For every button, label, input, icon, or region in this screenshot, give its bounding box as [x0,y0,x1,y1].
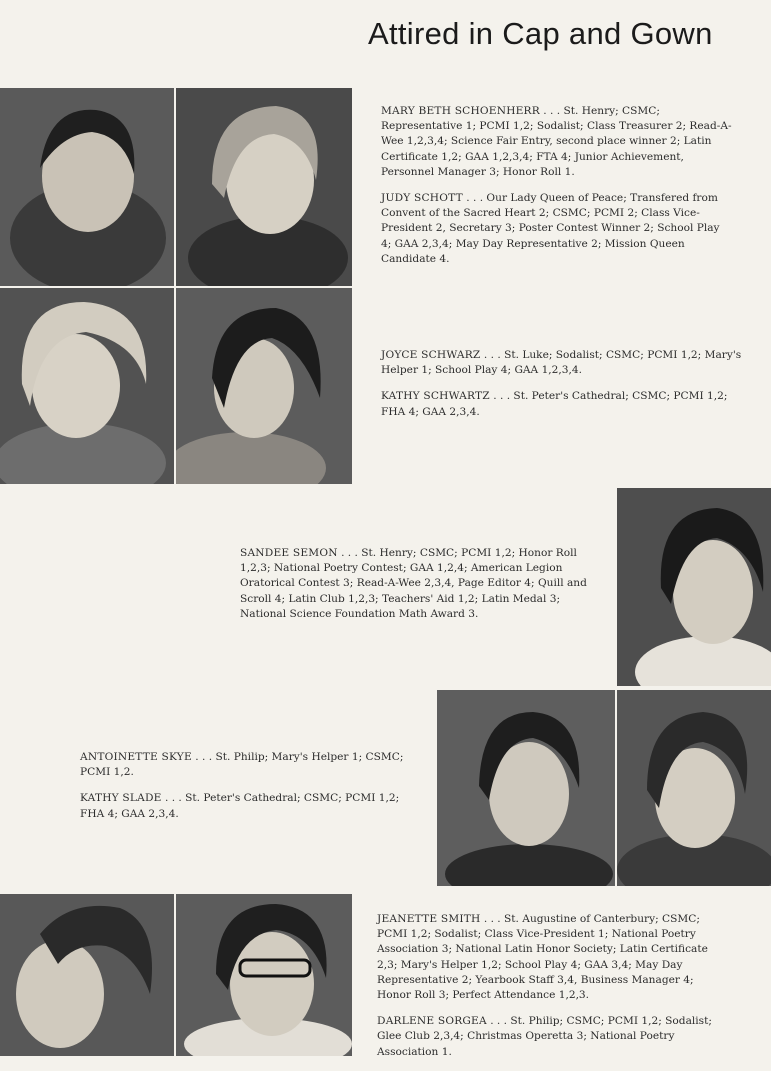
photo-semon [617,488,771,686]
bio-name: SANDEE SEMON [240,547,338,559]
bio-text: . . . St. Peter's Cathedral; CSMC; PCMI 1,2; FHA 4; GAA 2,3,4. [80,792,400,820]
portrait-silhouette-icon [176,288,352,484]
bio-semon [240,546,588,622]
bio-text: . . . St. Luke; Sodalist; CSMC; PCMI 1,2; Mary's Helper 1; School Play 4; GAA 1,2,3,4. [381,349,742,377]
portrait-silhouette-icon [617,690,771,886]
bio-smith [377,912,729,1003]
portrait-silhouette-icon [0,88,174,286]
bio-skye [80,750,414,780]
bio-text: . . . St. Philip; Mary's Helper 1; CSMC; PCMI 1,2. [80,751,404,779]
bio-block-top [381,104,733,278]
portrait-silhouette-icon [176,88,352,286]
photo-sorgea [176,894,352,1056]
bio-name: ANTOINETTE SKYE [80,751,192,763]
photo-slade [617,690,771,886]
photo-schott [176,88,352,286]
bio-block-semon [240,546,588,633]
photo-schwartz [176,288,352,484]
bio-name: JOYCE SCHWARZ [381,349,481,361]
bio-schott [381,191,733,267]
portrait-silhouette-icon [437,690,615,886]
bio-name: JUDY SCHOTT [381,192,463,205]
bio-text: . . . St. Henry; CSMC; PCMI 1,2; Honor Roll 1,2,3; National Poetry Contest; GAA 1,2,4; American Legion Oratorical Contest 3; Read-A-Wee 2,3,4, Page Editor 4; Quill and Scroll 4; Latin Club 1,2,3; Teachers' Aid 1,2; Latin Medal 3; National Science Foundation Math Award 3. [240,547,587,620]
portrait-silhouette-icon [617,488,771,686]
photo-skye [437,690,615,886]
portrait-silhouette-icon [0,894,174,1056]
photo-schwarz [0,288,174,484]
bio-name: MARY BETH SCHOENHERR [381,105,540,117]
bio-text: . . . Our Lady Queen of Peace; Transfered from Convent of the Sacred Heart 2; CSMC; PCMI 2; Class Vice-President 2, Secretary 3; Poster Contest Winner 2; School Play 4; GAA 2,3,4; May Day Representative 2; Mission Queen Candidate 4. [381,192,720,265]
bio-text: . . . St. Henry; CSMC; Representative 1; PCMI 1,2; Sodalist; Class Treasurer 2; Read-A-Wee 1,2,3,4; Science Fair Entry, second place winner 2; Latin Certificate 1,2; GAA 1,2,3,4; FTA 4; Junior Achievement, Personnel Manager 3; Honor Roll 1. [381,105,732,178]
bio-text: . . . St. Peter's Cathedral; CSMC; PCMI 1,2; FHA 4; GAA 2,3,4. [381,390,728,418]
bio-schwartz [381,389,743,419]
photo-smith [0,894,174,1056]
portrait-silhouette-icon [0,288,174,484]
page-title: Attired in Cap and Gown [368,16,713,51]
bio-name: DARLENE SORGEA [377,1015,487,1028]
photo-schoenherr [0,88,174,286]
bio-text: . . . St. Philip; CSMC; PCMI 1,2; Sodalist; Glee Club 2,3,4; Christmas Operetta 3; National Poetry Association 1. [377,1015,712,1058]
bio-block-middle [381,348,743,431]
bio-schoenherr [381,104,733,180]
portrait-silhouette-icon [176,894,352,1056]
bio-text: . . . St. Augustine of Canterbury; CSMC; PCMI 1,2; Sodalist; Class Vice-President 1; National Poetry Association 3; National Latin Honor Society; Latin Certificate 2,3; Mary's Helper 1,2; School Play 4; GAA 3,4; May Day Representative 2; Yearbook Staff 3,4, Business Manager 4; Honor Roll 3; Perfect Attendance 1,2,3. [377,913,708,1002]
bio-schwarz [381,348,743,378]
bio-block-bottom [377,912,729,1071]
bio-slade [80,791,414,821]
bio-sorgea [377,1014,729,1060]
bio-name: JEANETTE SMITH [377,913,481,925]
bio-name: KATHY SCHWARTZ [381,390,490,403]
bio-name: KATHY SLADE [80,792,162,805]
bio-block-skye-slade [80,750,414,833]
